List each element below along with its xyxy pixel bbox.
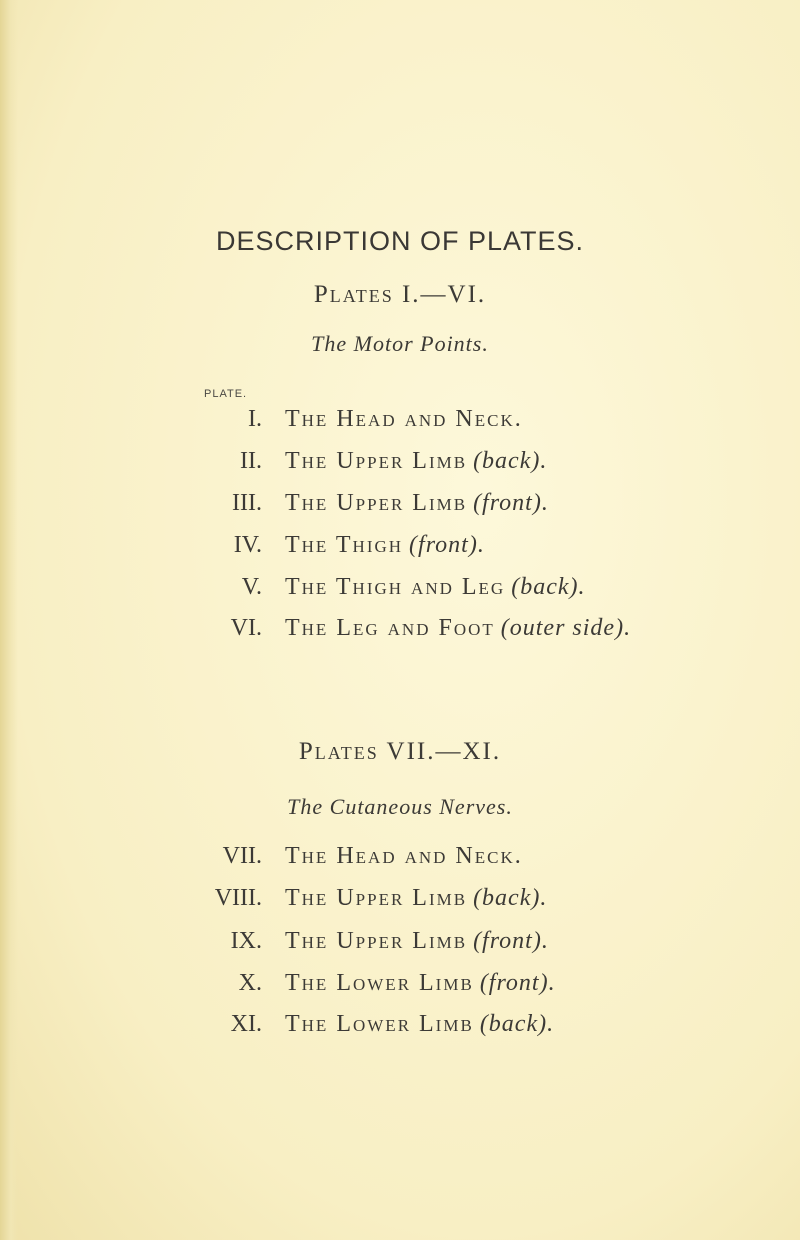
plate-name: The Leg and Foot: [285, 615, 495, 641]
section-subheading-motor-points: The Motor Points.: [311, 331, 489, 356]
plate-title: [285, 530, 485, 560]
plate-name: The Lower Limb: [285, 1011, 474, 1037]
plate-detail: (front).: [473, 928, 549, 954]
plate-number: X.: [238, 970, 262, 996]
plate-number: VII.: [222, 843, 262, 869]
plate-name: The Upper Limb: [285, 928, 468, 954]
plate-detail: (back).: [511, 574, 586, 600]
plate-entry: [0, 404, 800, 434]
plate-name: The Head and Neck.: [285, 843, 523, 869]
plate-number: III.: [232, 490, 262, 516]
plate-column-label: PLATE.: [204, 388, 248, 400]
plate-entry: [0, 530, 800, 560]
plate-number: IX.: [230, 928, 262, 954]
plate-entry: [0, 613, 800, 643]
plate-number: V.: [241, 574, 262, 600]
plate-number: II.: [240, 448, 262, 474]
plate-number: I.: [248, 406, 262, 432]
plate-title: [285, 613, 631, 643]
plate-title: [285, 926, 549, 956]
plate-title: [285, 446, 547, 476]
plate-detail: (front).: [409, 532, 485, 558]
plate-title: [285, 488, 549, 518]
plate-name: The Upper Limb: [285, 885, 468, 911]
plate-detail: (back).: [479, 1011, 555, 1037]
plate-detail: (front).: [479, 970, 556, 996]
plate-name: The Upper Limb: [285, 490, 468, 516]
plate-name: The Thigh: [285, 532, 404, 558]
section-heading-motor-points: Plates I.—VI.: [313, 281, 487, 308]
page-title: DESCRIPTION OF PLATES.: [215, 226, 585, 256]
plate-number: VI.: [230, 615, 262, 641]
plate-title: [285, 1009, 554, 1039]
plate-detail: (back).: [473, 885, 548, 911]
plate-entry: [0, 968, 800, 998]
plate-title: [285, 968, 556, 998]
section-subheading-cutaneous-nerves: The Cutaneous Nerves.: [287, 794, 513, 819]
plate-entry: [0, 446, 800, 476]
plate-title: [285, 572, 586, 602]
plate-title: [285, 883, 547, 913]
plate-detail: (front).: [473, 490, 549, 516]
plate-entry: [0, 883, 800, 913]
plate-detail: (back).: [473, 448, 548, 474]
plate-name: The Upper Limb: [285, 448, 468, 474]
plate-entry: [0, 572, 800, 602]
plate-name: The Lower Limb: [285, 970, 474, 996]
plate-title: [285, 404, 523, 434]
plate-entry: [0, 841, 800, 871]
plate-entry: [0, 1009, 800, 1039]
plate-name: The Thigh and Leg: [285, 574, 506, 600]
plate-number: IV.: [233, 532, 262, 558]
plate-name: The Head and Neck.: [285, 406, 523, 432]
plate-detail: (outer side).: [500, 615, 632, 641]
plate-title: [285, 841, 523, 871]
section-heading-cutaneous-nerves: Plates VII.—XI.: [298, 738, 502, 765]
plate-number: XI.: [230, 1011, 262, 1037]
plate-entry: [0, 926, 800, 956]
plate-entry: [0, 488, 800, 518]
plate-number: VIII.: [214, 885, 262, 911]
